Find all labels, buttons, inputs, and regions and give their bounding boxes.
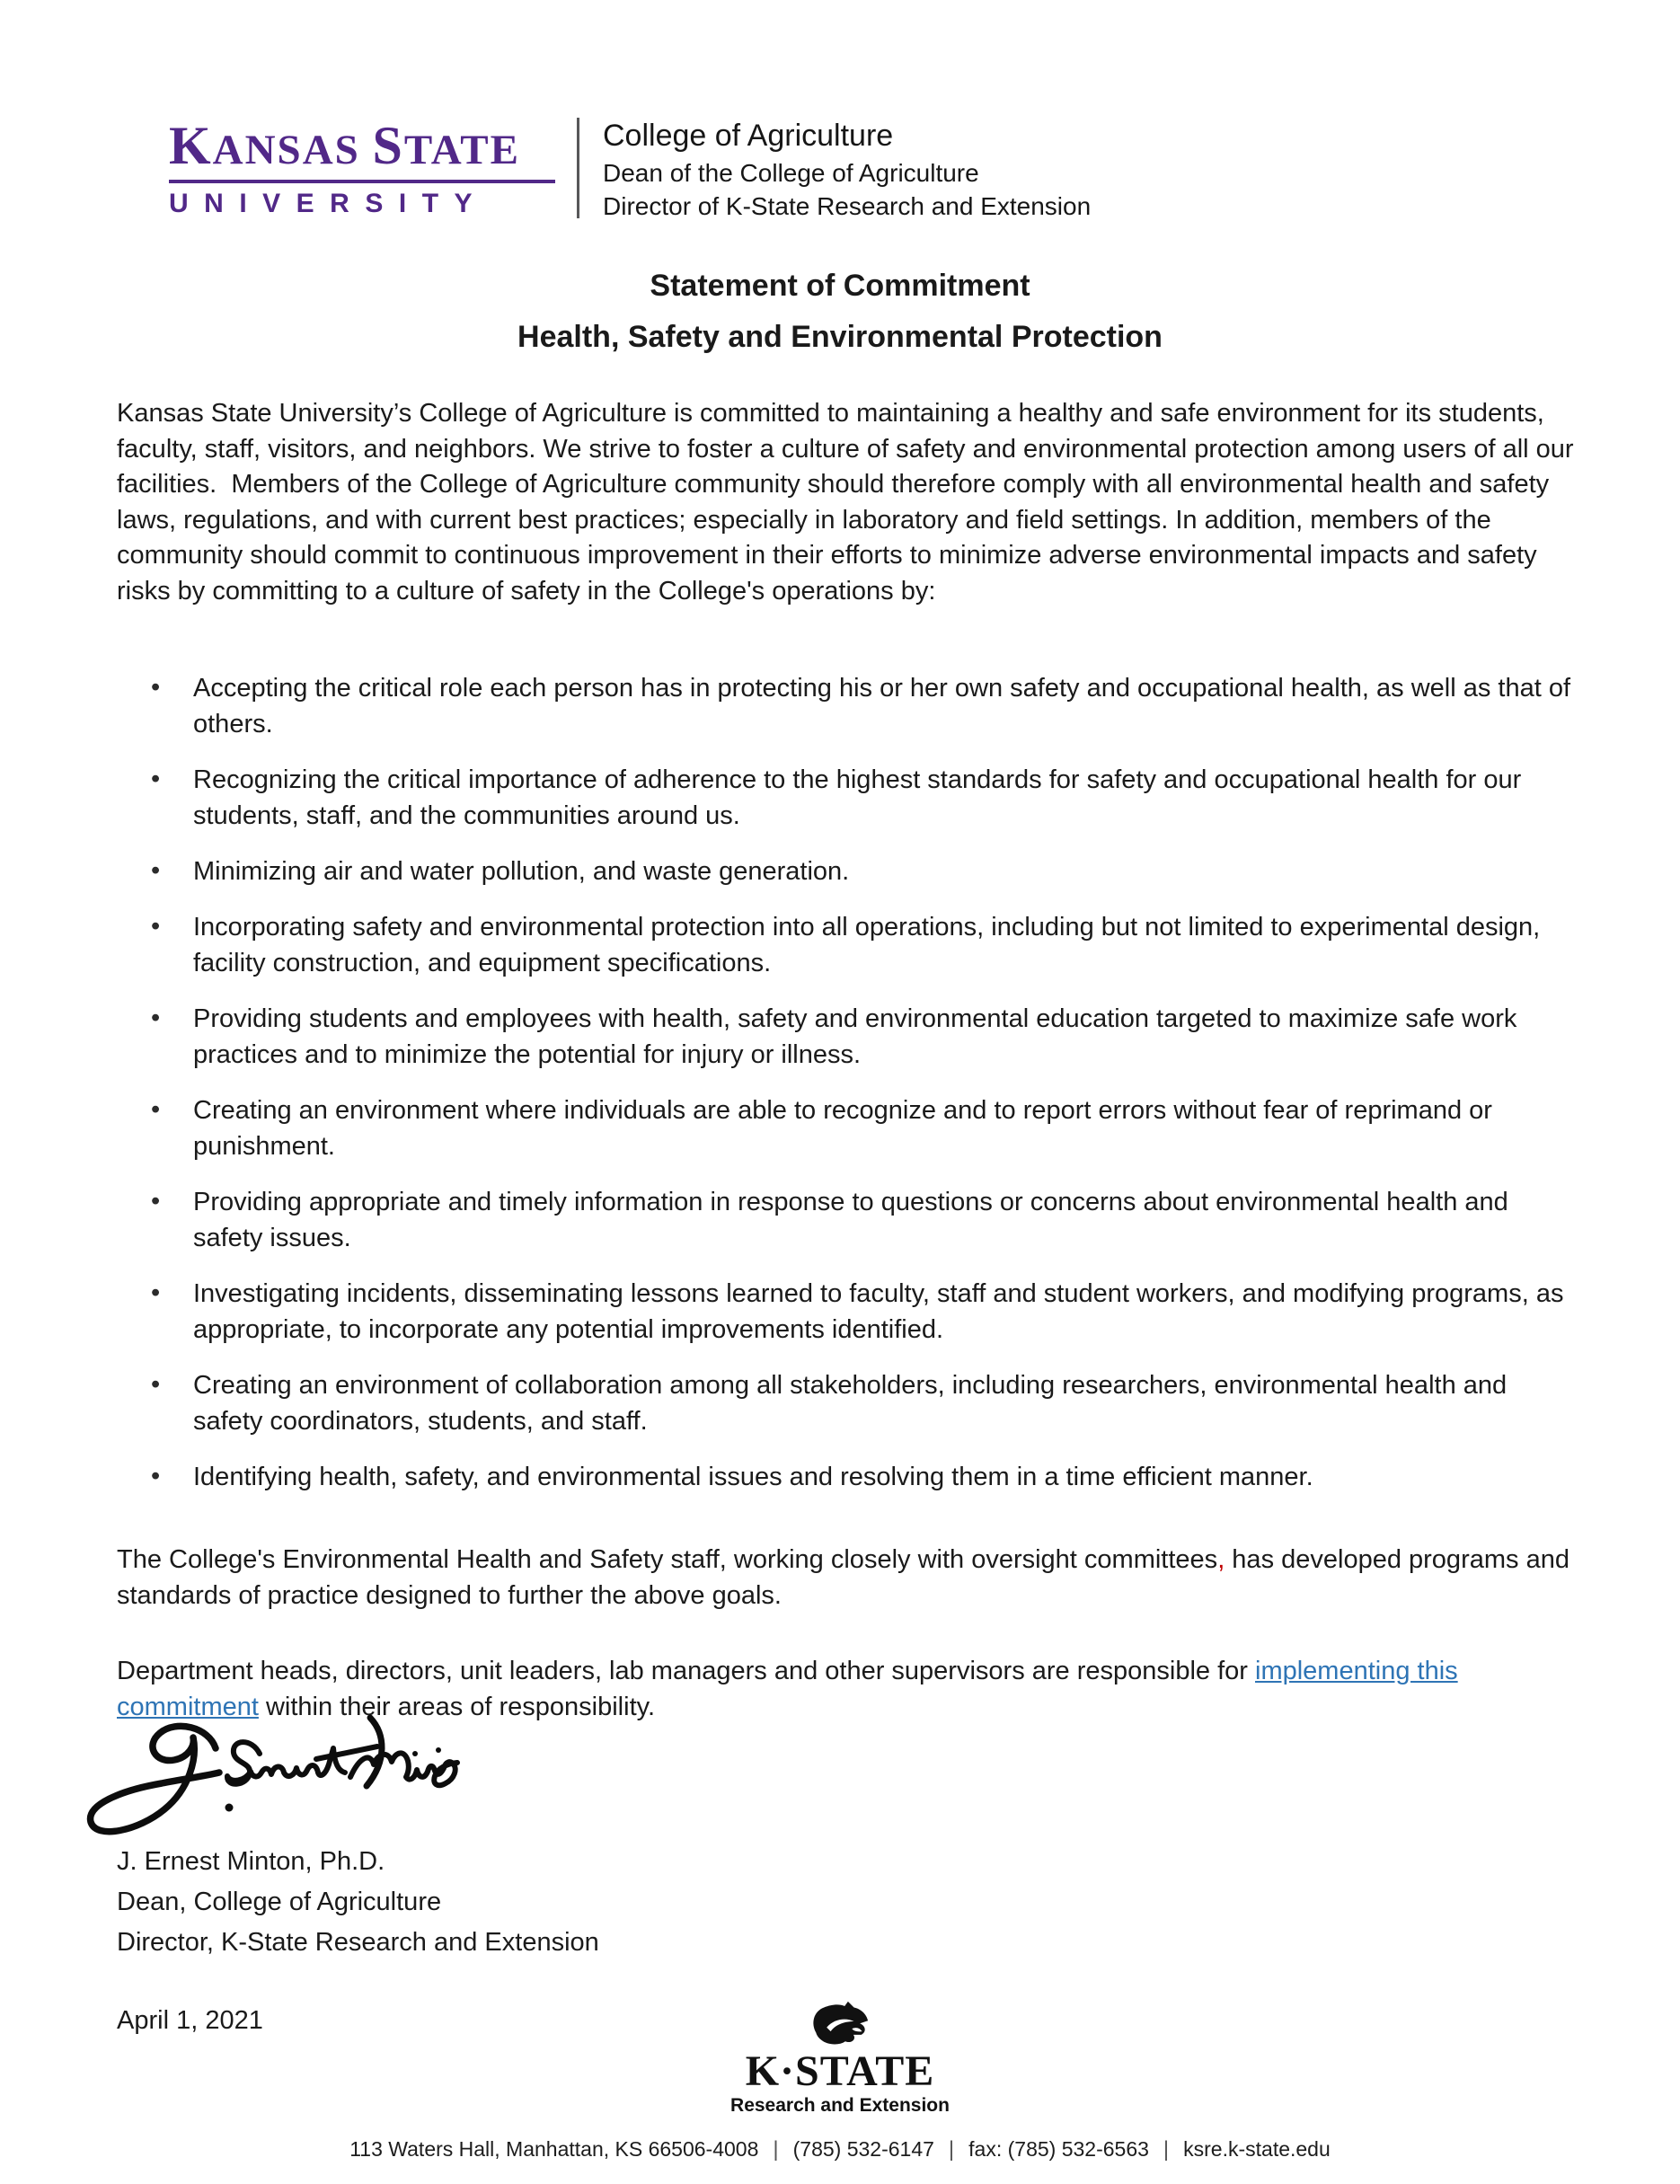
letterhead [169,113,1680,223]
list-item: • Providing students and employees with health, safety and environmental education targeted to maximize safe work practices and to minimize the potential for injury or illness. [117,1001,1579,1073]
footer-address-line [0,2137,1680,2162]
closing-2-text: Department heads, directors, unit leaders, lab managers and other supervisors are responsible for [117,1657,1255,1685]
footer-separator: | [1163,2137,1170,2162]
list-item: • Providing appropriate and timely information in response to questions or concerns about environmental health and safety issues. [117,1184,1579,1256]
title-line-1: Statement of Commitment [650,269,1030,303]
letter-body [117,396,1579,2036]
implementing-commitment-link[interactable]: implementing this commitment [117,1657,1458,1721]
signatory-block [117,1842,1579,1963]
header-divider [577,118,579,218]
list-item: • Minimizing air and water pollution, and waste generation. [117,853,1579,889]
tracked-change-comma: , [1217,1545,1225,1574]
department-block [603,113,1091,223]
handwritten-signature [81,1712,467,1847]
university-wordmark: UNIVERSITY [169,189,489,218]
closing-2-text-after: within their areas of responsibility. [258,1693,656,1721]
footer [0,2001,1680,2162]
list-item: • Recognizing the critical importance of adherence to the highest standards for safety and occupational health for our students, staff, and the communities around us. [117,762,1579,834]
list-item: • Investigating incidents, disseminating lessons learned to faculty, staff and student workers, and modifying programs, as appropriate, to incorporate any potential improvements identified. [117,1276,1579,1348]
closing-paragraph-2 [117,1653,1579,1725]
list-item: • Creating an environment of collaboration among all stakeholders, including researchers, environmental health and safety coordinators, students, and staff. [117,1367,1579,1439]
logo-letter: S [372,116,404,175]
kstate-subtitle: Research and Extension [730,2095,950,2116]
footer-fax: fax: (785) 532-6563 [968,2137,1149,2161]
kansas-state-wordmark [169,116,555,183]
kstate-wordmark: K·STATE [745,2047,935,2095]
department-dean-line: Dean of the College of Agriculture [603,159,979,187]
footer-separator: | [773,2137,779,2162]
document-title [0,268,1680,355]
footer-website: ksre.k-state.edu [1183,2137,1331,2161]
commitment-list [117,670,1579,1495]
signatory-title-1: Dean, College of Agriculture [117,1888,442,1916]
kansas-state-logo [169,116,555,218]
department-name: College of Agriculture [603,119,894,153]
closing-1-text: The College's Environmental Health and Safety staff, working closely with oversight committees [117,1545,1218,1574]
powercat-icon [807,2001,873,2047]
intro-paragraph: Kansas State University’s College of Agriculture is committed to maintaining a healthy and safe environment for its students, faculty, staff, visitors, and neighbors. We strive to foster a culture of safety and environmental protection among users of all our facilities. Members of the College of Agriculture community should therefore comply with all environmental health and safety laws, regulations, and with current best practices; especially in laboratory and field settings. In addition, members of the community should commit to continuous improvement in their efforts to minimize adverse environmental impacts and safety risks by committing to a culture of safety in the College's operations by: [117,399,1581,606]
list-item: • Creating an environment where individuals are able to recognize and to report errors without fear of reprimand or punishment. [117,1092,1579,1164]
date: April 1, 2021 [117,2006,263,2035]
title-line-2: Health, Safety and Environmental Protection [517,320,1163,354]
signatory-title-2: Director, K-State Research and Extension [117,1928,599,1957]
list-item: • Identifying health, safety, and environmental issues and resolving them in a time efficient manner. [117,1459,1579,1495]
logo-letters: ANSAS [212,127,373,173]
department-director-line: Director of K-State Research and Extension [603,192,1092,220]
footer-separator: | [948,2137,955,2162]
logo-letters: TATE [403,127,520,173]
logo-letter: K [169,116,213,175]
list-item: • Incorporating safety and environmental protection into all operations, including but not limited to experimental design, facility construction, and equipment specifications. [117,909,1579,981]
closing-paragraph-1 [117,1542,1579,1614]
footer-address: 113 Waters Hall, Manhattan, KS 66506-4008 [349,2137,759,2161]
signatory-name: J. Ernest Minton, Ph.D. [117,1847,385,1876]
footer-phone: (785) 532-6147 [792,2137,934,2161]
closing-1-text-after: has developed programs and standards of practice designed to further the above goals. [117,1545,1569,1610]
list-item: • Accepting the critical role each person has in protecting his or her own safety and occupational health, as well as that of others. [117,670,1579,742]
